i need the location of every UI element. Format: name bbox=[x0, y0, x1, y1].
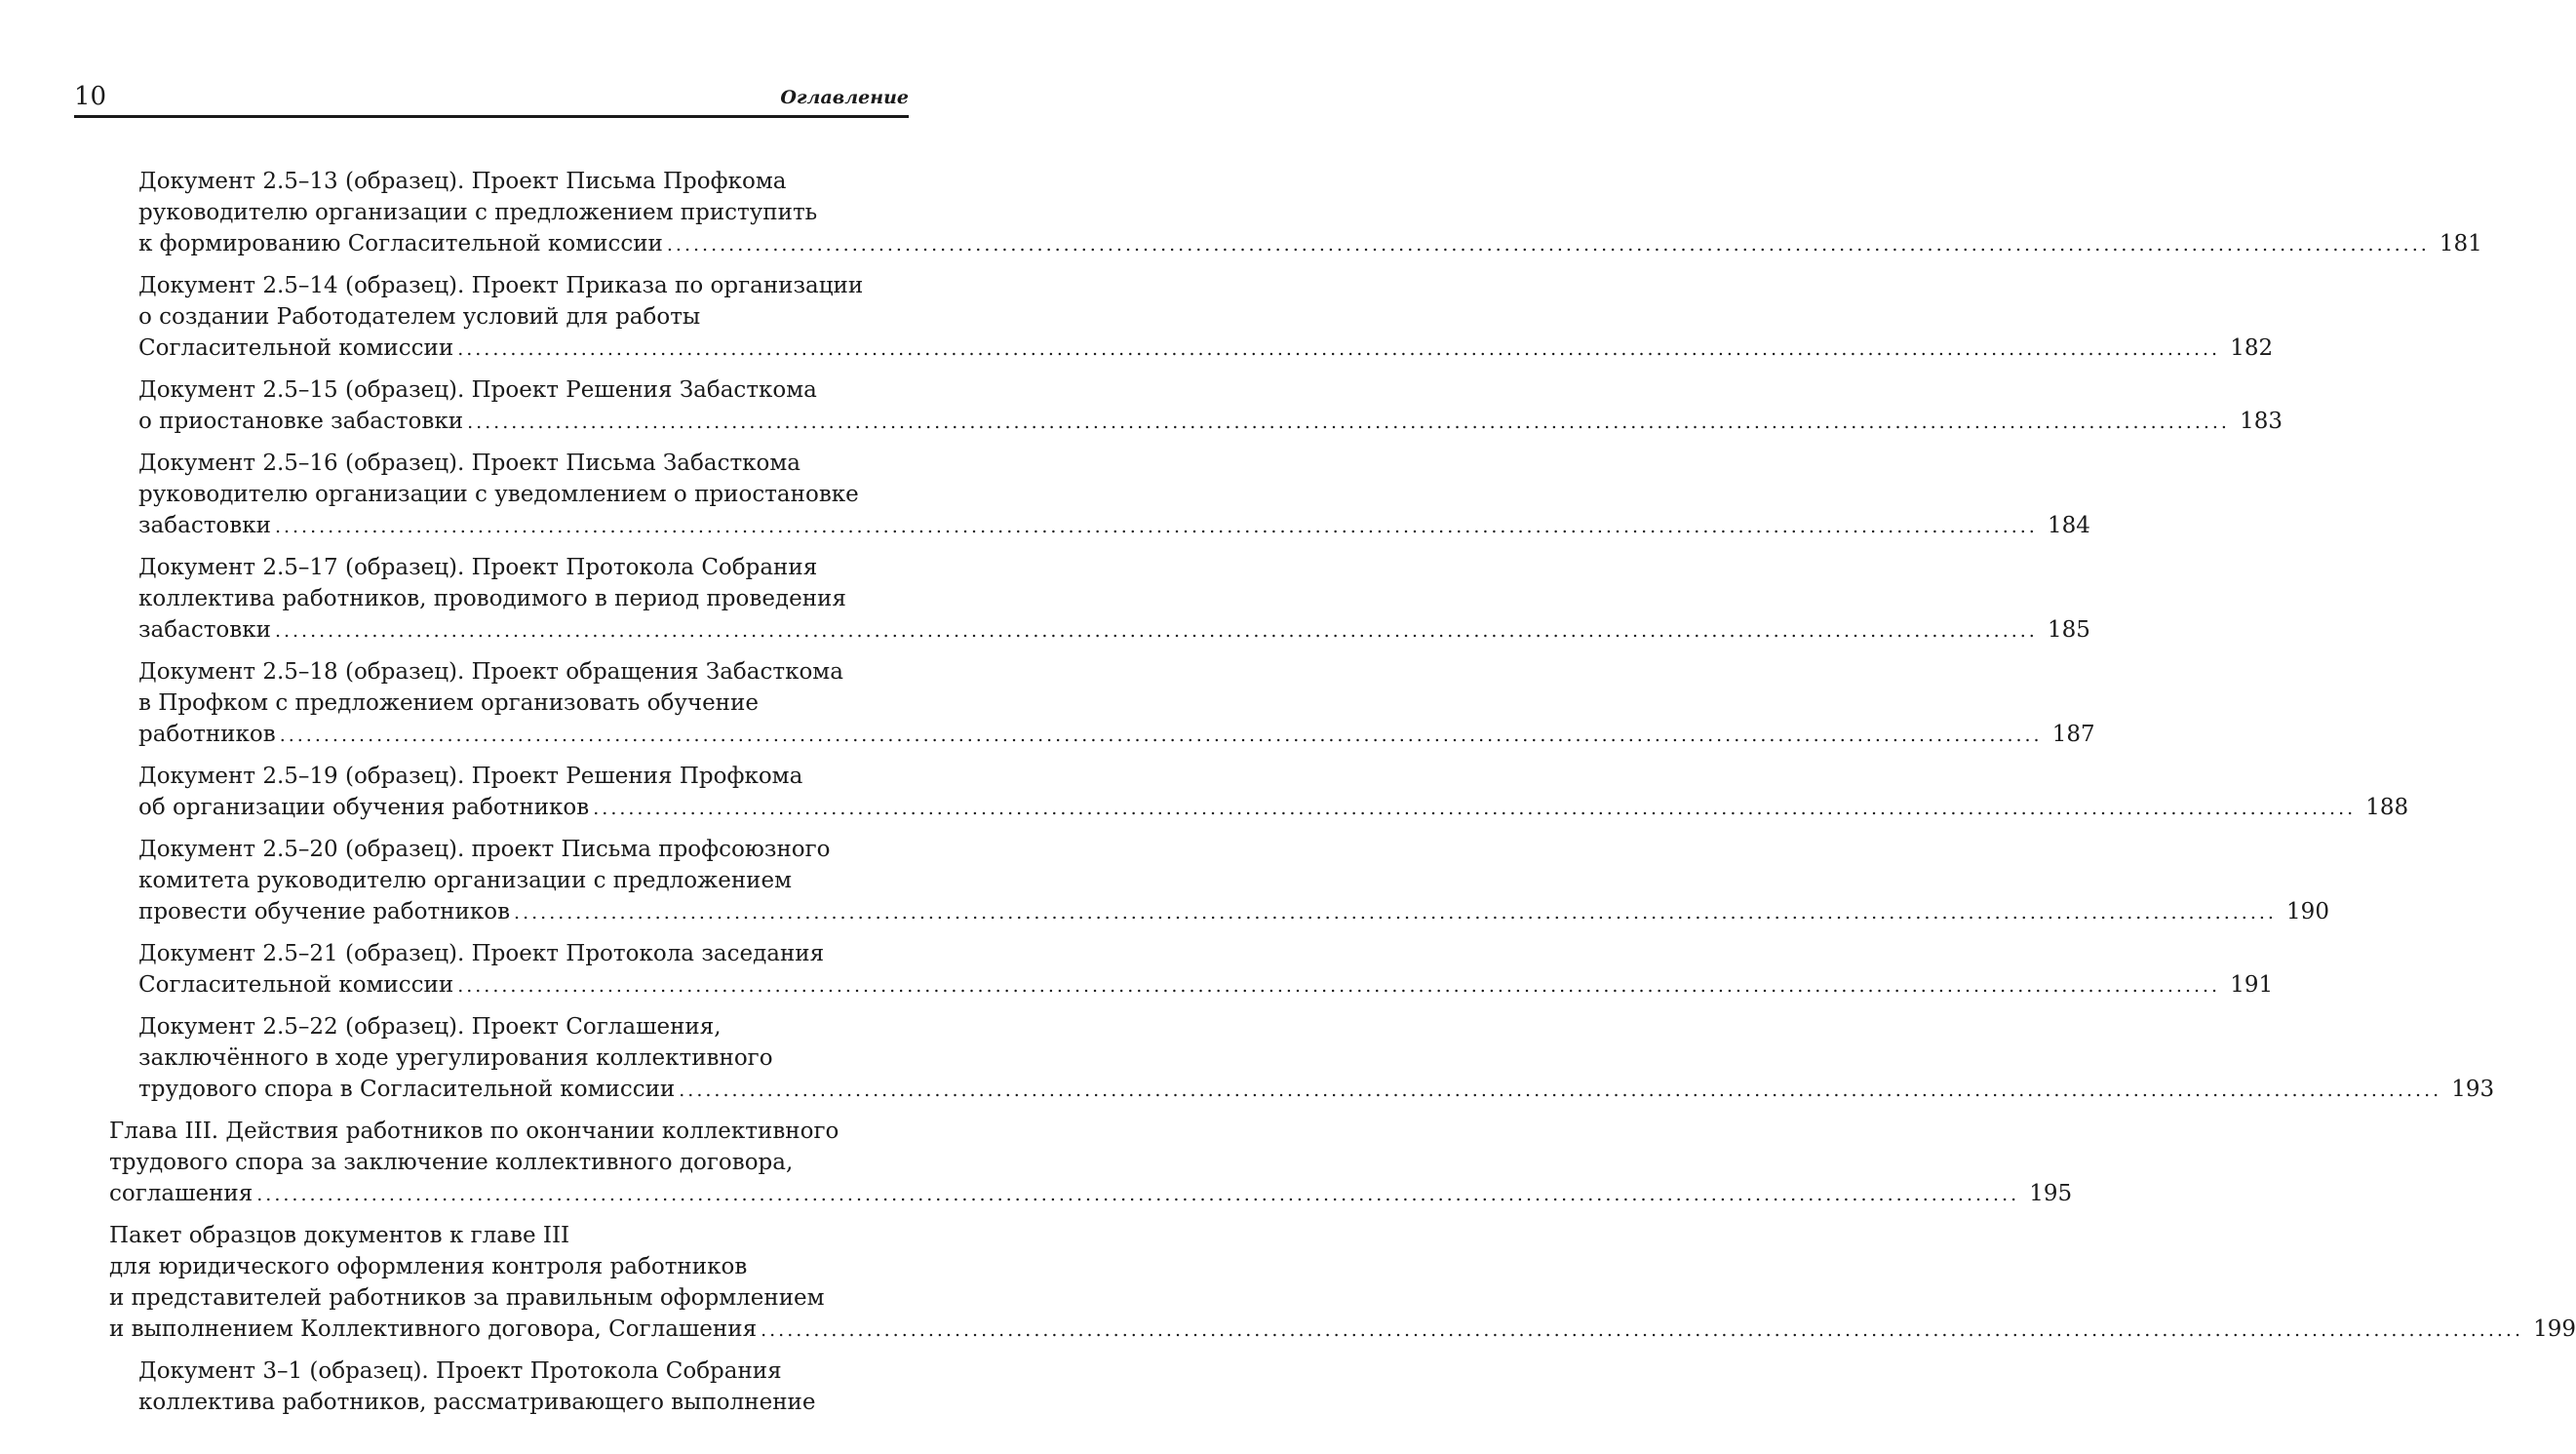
toc-entry-line: о создании Работодателем условий для работы bbox=[138, 304, 701, 330]
toc-entry-line bbox=[138, 510, 2090, 542]
toc-entry-text: Согласительной комиссии bbox=[138, 972, 454, 998]
toc-entry-line bbox=[109, 1178, 2073, 1210]
toc-entry-line: и представителей работников за правильным оформлением bbox=[109, 1285, 825, 1311]
toc-page-number: 193 bbox=[2451, 1077, 2495, 1102]
toc-entry-line: коллектива работников, проводимого в период проведения bbox=[138, 586, 846, 611]
toc-entry bbox=[138, 938, 2274, 1002]
toc-page-number: 190 bbox=[2286, 899, 2329, 924]
toc-page-number: 181 bbox=[2439, 231, 2482, 256]
toc-entry bbox=[138, 1011, 2495, 1106]
dot-leader: ........................................................................................................................................................................................................ bbox=[274, 516, 2038, 537]
toc-entry-text: о приостановке забастовки bbox=[138, 409, 464, 434]
toc-entry bbox=[138, 1356, 909, 1418]
toc-entry-line: трудового спора за заключение коллективного договора, bbox=[109, 1150, 794, 1175]
toc-entry-line: Документ 2.5–19 (образец). Проект Решения Профкома bbox=[138, 764, 803, 789]
toc-entry bbox=[138, 166, 2482, 260]
toc-entry-line: Документ 2.5–13 (образец). Проект Письма Профкома bbox=[138, 169, 787, 194]
toc-page-number: 199 bbox=[2533, 1316, 2576, 1342]
toc-entry bbox=[138, 374, 2283, 438]
dot-leader: ........................................................................................................................................................................................................ bbox=[679, 1080, 2442, 1101]
toc-entry-text: Согласительной комиссии bbox=[138, 335, 454, 361]
dot-leader: ........................................................................................................................................................................................................ bbox=[666, 234, 2430, 255]
toc-entry-line bbox=[138, 969, 2274, 1002]
toc-entry-text: работников bbox=[138, 722, 276, 747]
toc-entry-line: Пакет образцов документов к главе III bbox=[109, 1223, 570, 1248]
toc-page-number: 195 bbox=[2029, 1181, 2073, 1206]
toc-entry-line bbox=[138, 896, 2329, 928]
toc-entry-text: об организации обучения работников bbox=[138, 795, 590, 820]
toc-entry-line bbox=[138, 614, 2090, 647]
dot-leader: ........................................................................................................................................................................................................ bbox=[467, 412, 2230, 433]
dot-leader: ........................................................................................................................................................................................................ bbox=[457, 975, 2221, 997]
dot-leader: ........................................................................................................................................................................................................ bbox=[514, 902, 2277, 923]
toc-entry-line bbox=[138, 1074, 2495, 1106]
toc-entry bbox=[109, 1116, 2073, 1210]
toc-entry-line: для юридического оформления контроля работников bbox=[109, 1254, 748, 1279]
toc-entry bbox=[109, 1220, 2576, 1346]
toc-entry bbox=[138, 761, 2409, 824]
toc-entry-line: Документ 2.5–18 (образец). Проект обращения Забасткома bbox=[138, 659, 843, 685]
toc-entry-line: заключённого в ходе урегулирования коллективного bbox=[138, 1045, 773, 1071]
toc-entry-line: Документ 2.5–15 (образец). Проект Решения Забасткома bbox=[138, 377, 817, 403]
toc-entry-line bbox=[109, 1314, 2576, 1346]
dot-leader: ........................................................................................................................................................................................................ bbox=[457, 338, 2221, 360]
toc-entry-line: Документ 2.5–14 (образец). Проект Приказа по организации bbox=[138, 273, 864, 298]
section-title: Оглавление bbox=[780, 87, 909, 108]
toc-entry-line: Документ 2.5–22 (образец). Проект Соглашения, bbox=[138, 1014, 722, 1040]
toc-entry-line: коллектива работников, рассматривающего выполнение bbox=[138, 1390, 816, 1415]
toc-entry bbox=[138, 656, 2095, 751]
toc-page-number: 182 bbox=[2230, 335, 2274, 361]
dot-leader: ........................................................................................................................................................................................................ bbox=[274, 620, 2038, 642]
toc-entry bbox=[138, 270, 2274, 365]
running-header bbox=[74, 78, 909, 118]
toc-entry-line: комитета руководителю организации с предложением bbox=[138, 868, 792, 893]
toc-entry bbox=[138, 552, 2090, 647]
toc-page-number: 184 bbox=[2047, 513, 2090, 538]
toc-page-number: 185 bbox=[2047, 617, 2090, 643]
toc-entry-line: в Профком с предложением организовать обучение bbox=[138, 690, 759, 716]
toc-entry-text: трудового спора в Согласительной комиссии bbox=[138, 1077, 676, 1102]
toc-page-number: 187 bbox=[2051, 722, 2095, 747]
toc-page-number: 188 bbox=[2365, 795, 2409, 820]
toc-entry-line bbox=[138, 792, 2409, 824]
toc-entry-line: Документ 2.5–20 (образец). проект Письма профсоюзного bbox=[138, 837, 831, 862]
dot-leader: ........................................................................................................................................................................................................ bbox=[256, 1184, 2020, 1205]
toc-entry-line bbox=[138, 333, 2274, 365]
dot-leader: ........................................................................................................................................................................................................ bbox=[279, 725, 2043, 746]
toc-entry-text: провести обучение работников bbox=[138, 899, 511, 924]
toc-entry-line bbox=[138, 228, 2482, 260]
toc-entry-line: Документ 3–1 (образец). Проект Протокола Собрания bbox=[138, 1358, 782, 1384]
toc-entry-line: Глава III. Действия работников по окончании коллективного bbox=[109, 1119, 839, 1144]
toc-entry-line: Документ 2.5–17 (образец). Проект Протокола Собрания bbox=[138, 555, 818, 580]
toc-entry-text: соглашения bbox=[109, 1181, 254, 1206]
toc-entry-text: к формированию Согласительной комиссии bbox=[138, 231, 663, 256]
toc-entry-line: руководителю организации с уведомлением о приостановке bbox=[138, 482, 859, 507]
toc-page-number: 191 bbox=[2230, 972, 2274, 998]
toc-entry-line: Документ 2.5–16 (образец). Проект Письма Забасткома bbox=[138, 451, 801, 476]
toc-entry bbox=[138, 448, 2090, 542]
toc-entry-line: Документ 2.5–21 (образец). Проект Протокола заседания bbox=[138, 941, 825, 966]
toc-entry-line bbox=[138, 406, 2283, 438]
toc-entry-line bbox=[138, 719, 2095, 751]
toc-entry-text: и выполнением Коллективного договора, Соглашения bbox=[109, 1316, 758, 1342]
toc-entry-line: руководителю организации с предложением приступить bbox=[138, 200, 818, 225]
table-of-contents bbox=[0, 166, 2576, 1418]
dot-leader: ........................................................................................................................................................................................................ bbox=[761, 1319, 2524, 1341]
toc-entry bbox=[138, 834, 2329, 928]
dot-leader: ........................................................................................................................................................................................................ bbox=[593, 798, 2357, 819]
toc-entry-text: забастовки bbox=[138, 513, 271, 538]
toc-page-number: 183 bbox=[2240, 409, 2283, 434]
toc-entry-text: забастовки bbox=[138, 617, 271, 643]
page-number: 10 bbox=[74, 82, 107, 111]
